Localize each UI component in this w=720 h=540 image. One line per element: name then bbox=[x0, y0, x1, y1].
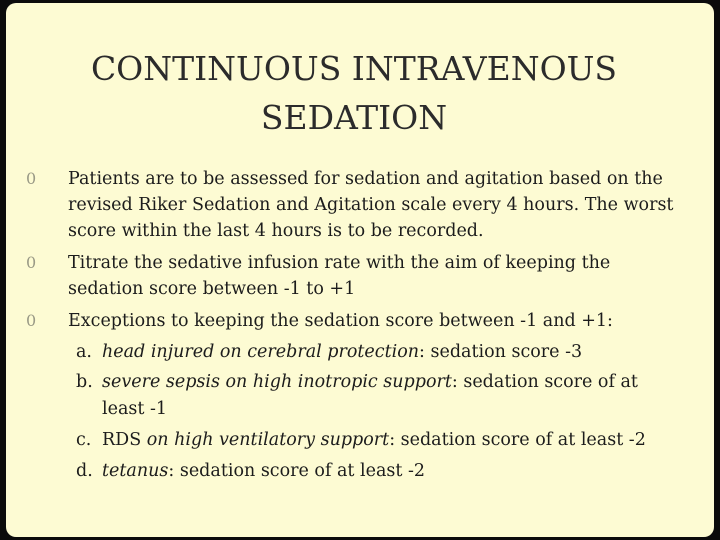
exception-condition: tetanus bbox=[102, 461, 169, 481]
title-line-2: SEDATION bbox=[260, 98, 448, 137]
exception-prefix: RDS bbox=[102, 430, 147, 450]
exceptions-list bbox=[26, 338, 676, 485]
list-letter: b. bbox=[76, 372, 93, 392]
bullet-text: Patients are to be assessed for sedation and agitation based on the revised Riker Sedation and Agitation scale every 4 hours. The worst score within the last 4 hours is to be recorded. bbox=[68, 169, 674, 241]
exception-item bbox=[26, 338, 676, 366]
bullet-text: Titrate the sedative infusion rate with the aim of keeping the sedation score between -1 to +1 bbox=[68, 253, 611, 299]
exception-item bbox=[26, 426, 676, 454]
bullet-item bbox=[26, 250, 676, 302]
bullet-marker: 0 bbox=[26, 253, 37, 272]
slide-body bbox=[26, 166, 676, 485]
list-letter: a. bbox=[76, 342, 92, 362]
exception-condition: severe sepsis on high inotropic support bbox=[102, 372, 452, 392]
list-letter: d. bbox=[76, 461, 93, 481]
list-letter: c. bbox=[76, 430, 92, 450]
exception-item bbox=[26, 457, 676, 485]
exception-target: : sedation score -3 bbox=[419, 342, 583, 362]
exception-condition: head injured on cerebral protection bbox=[102, 342, 420, 362]
bullet-text: Exceptions to keeping the sedation score between -1 and +1: bbox=[68, 311, 613, 331]
exception-condition: on high ventilatory support bbox=[146, 430, 390, 450]
exception-target: : sedation score of at least -1 bbox=[102, 372, 638, 419]
title-line-1: CONTINUOUS INTRAVENOUS bbox=[90, 49, 618, 88]
exception-target: : sedation score of at least -2 bbox=[389, 430, 646, 450]
bullet-marker: 0 bbox=[26, 169, 37, 188]
exception-target: : sedation score of at least -2 bbox=[168, 461, 426, 481]
slide-title bbox=[0, 44, 714, 142]
bullet-item bbox=[26, 308, 676, 334]
bullet-item bbox=[26, 166, 676, 244]
exception-item bbox=[26, 369, 676, 423]
bullet-marker: 0 bbox=[26, 311, 37, 330]
